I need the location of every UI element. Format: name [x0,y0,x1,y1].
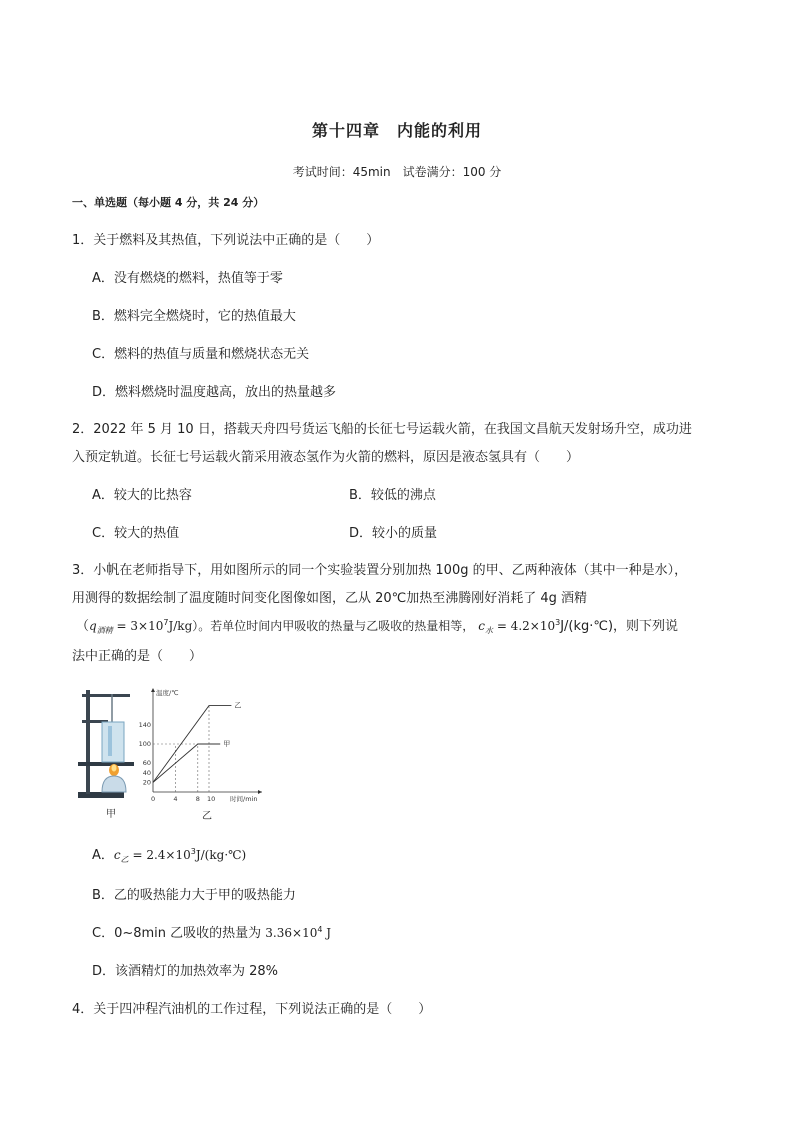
graph-label: 乙 [202,811,212,822]
question-1-option-a: A．没有燃烧的燃料，热值等于零 [92,271,283,286]
series-line-2 [153,744,220,782]
water-specific-heat-symbol: $c_水$ [478,619,493,635]
question-3-option-b: B．乙的吸热能力大于甲的吸热能力 [92,888,296,903]
x-tick-label: 10 [207,795,216,803]
page-title: 第十四章 内能的利用 [311,121,482,140]
question-1-stem: 1．关于燃料及其热值，下列说法中正确的是（ ） [72,233,380,248]
x-tick-label: 4 [173,795,178,803]
question-3-line-1: 3．小帆在老师指导下，用如图所示的同一个实验装置分别加热 100g 的甲、乙两种液体（其中一种是水）， [72,563,688,578]
x-tick-label: 0 [151,795,156,803]
beaker [102,722,124,762]
x-axis-label: 时间/min [230,795,258,803]
question-4-stem: 4．关于四冲程汽油机的工作过程，下列说法正确的是（ ） [72,1002,432,1017]
stand-base [78,792,124,798]
question-2-option-c: C．较大的热值 [92,526,180,541]
series-label-1: 乙 [234,701,242,710]
series-label-2: 甲 [223,740,231,748]
y-axis-label: 温度/℃ [156,689,179,697]
question-2-option-a: A．较大的比热容 [92,488,192,503]
question-2-line-1: 2．2022 年 5 月 10 日，搭载天舟四号货运飞船的长征七号运载火箭，在我国文昌航天发射场升空，成功进 [72,422,692,437]
y-tick-label: 100 [138,740,151,748]
y-tick-label: 20 [142,778,151,787]
x-axis-arrow [258,790,262,794]
yi-specific-heat-symbol: $c_乙$ [113,848,129,864]
heating-apparatus-figure [72,684,144,804]
question-3-option-a: A．$c_乙$ = $2.4\times 10^3J/(kg\cdot℃)$ [92,847,247,864]
question-3-line-4: 法中正确的是（ ） [72,649,203,664]
y-tick-label: 40 [142,768,151,777]
question-3-option-c: C．0~8min 乙吸收的热量为 $3.36\times 10^4$ J [92,925,332,941]
question-3-option-d: D．该酒精灯的加热效率为 28% [92,964,279,979]
apparatus-label: 甲 [106,809,116,820]
question-2-option-d: D．较小的质量 [349,526,438,541]
stand-rod [86,690,90,794]
question-1-option-c: C．燃料的热值与质量和燃烧状态无关 [92,347,310,362]
alcohol-lamp [102,776,126,792]
y-axis-arrow [151,688,155,692]
support-ring [78,762,134,766]
question-2-line-2: 入预定轨道。长征七号运载火箭采用液态氢作为火箭的燃料，原因是液态氢具有（ ） [72,450,580,465]
y-tick-label: 60 [142,759,151,768]
y-tick-label: 140 [138,720,151,729]
question-2-option-b: B．较低的沸点 [349,488,436,503]
temperature-time-chart [140,684,270,816]
question-3-line-3: $(q_{酒精} = 3\times 10^7J/kg)$。若单位时间内甲吸收的热量与乙吸收的热量相等， $c_水$ = $4.2\times 10^3J/(kg\cdot℃)$，则下列说 [76,618,679,635]
question-3-line-2: 用测得的数据绘制了温度随时间变化图像如图，乙从 20℃加热至沸腾刚好消耗了 4g 酒精 [72,591,588,606]
question-1-option-b: B．燃料完全燃烧时，它的热值最大 [92,309,296,324]
exam-info: 考试时间：45min 试卷满分：100 分 [292,165,502,179]
x-tick-label: 8 [195,795,200,803]
section-heading: 一、单选题（每小题 4 分，共 24 分） [72,196,265,209]
fuel-heat-value-symbol: $q_{酒精}$ [89,619,113,635]
question-1-option-d: D．燃料燃烧时温度越高，放出的热量越多 [92,385,337,400]
